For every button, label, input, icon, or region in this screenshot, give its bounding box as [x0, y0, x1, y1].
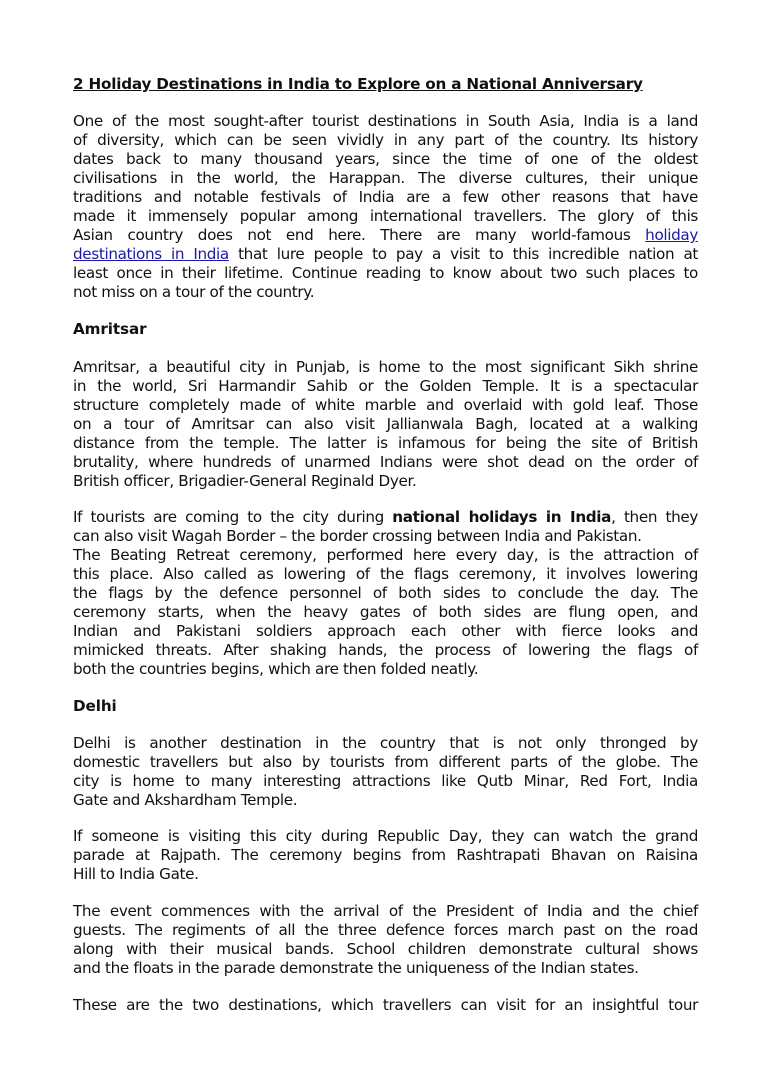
text-line: structure completely made of white marble and overlaid with gold leaf. Those: [73, 396, 698, 414]
text-line: this place. Also called as lowering of the flags ceremony, it involves lowering: [73, 565, 698, 583]
text-segment: that lure people to pay a visit to this incredible nation at: [238, 245, 699, 263]
text-line: The event commences with the arrival of the President of India and the chief: [73, 902, 698, 920]
text-line: Amritsar, a beautiful city in Punjab, is home to the most significant Sikh shrine: [73, 358, 698, 376]
text-line: [73, 245, 698, 264]
holiday-destinations-link[interactable]: holiday: [645, 226, 699, 244]
text-line: made it immensely popular among international travellers. The glory of this: [73, 207, 698, 225]
text-line: traditions and notable festivals of India are a few other reasons that have: [73, 188, 698, 206]
text-line: city is home to many interesting attractions like Qutb Minar, Red Fort, India: [73, 772, 698, 790]
text-line: British officer, Brigadier-General Reginald Dyer.: [73, 472, 417, 490]
text-line: [73, 508, 698, 527]
bold-keyword: national holidays in India: [392, 508, 612, 526]
section-heading-delhi: Delhi: [73, 697, 117, 715]
text-line: Delhi is another destination in the country that is not only thronged by: [73, 734, 698, 752]
text-line: both the countries begins, which are then folded neatly.: [73, 660, 479, 678]
text-segment: If tourists are coming to the city during: [73, 508, 384, 526]
text-line: of diversity, which can be seen vividly in any part of the country. Its history: [73, 131, 698, 149]
text-line: ceremony starts, when the heavy gates of both sides are flung open, and: [73, 603, 698, 621]
text-line: Indian and Pakistani soldiers approach each other with fierce looks and: [73, 622, 698, 640]
holiday-destinations-link[interactable]: destinations in India: [73, 245, 229, 263]
text-line: can also visit Wagah Border – the border crossing between India and Pakistan.: [73, 527, 642, 545]
text-line: domestic travellers but also by tourists from different parts of the globe. The: [73, 753, 698, 771]
text-line: guests. The regiments of all the three defence forces march past on the road: [73, 921, 698, 939]
text-line: along with their musical bands. School children demonstrate cultural shows: [73, 940, 698, 958]
text-line: dates back to many thousand years, since the time of one of the oldest: [73, 150, 698, 168]
text-line: The Beating Retreat ceremony, performed here every day, is the attraction of: [73, 546, 698, 564]
text-line: on a tour of Amritsar can also visit Jallianwala Bagh, located at a walking: [73, 415, 698, 433]
text-line: brutality, where hundreds of unarmed Indians were shot dead on the order of: [73, 453, 698, 471]
text-line: One of the most sought-after tourist destinations in South Asia, India is a land: [73, 112, 698, 130]
text-line: Gate and Akshardham Temple.: [73, 791, 298, 809]
text-line: in the world, Sri Harmandir Sahib or the Golden Temple. It is a spectacular: [73, 377, 698, 395]
text-line: mimicked threats. After shaking hands, the process of lowering the flags of: [73, 641, 698, 659]
text-line: Hill to India Gate.: [73, 865, 199, 883]
text-line: If someone is visiting this city during Republic Day, they can watch the grand: [73, 827, 698, 845]
text-line: [73, 226, 698, 245]
section-heading-amritsar: Amritsar: [73, 320, 147, 338]
text-line: These are the two destinations, which travellers can visit for an insightful tour: [73, 996, 698, 1014]
text-line: least once in their lifetime. Continue reading to know about two such places to: [73, 264, 698, 282]
text-line: civilisations in the world, the Harappan. The diverse cultures, their unique: [73, 169, 698, 187]
text-line: not miss on a tour of the country.: [73, 283, 315, 301]
text-line: the flags by the defence personnel of both sides to conclude the day. The: [73, 584, 698, 602]
text-line: and the floats in the parade demonstrate the uniqueness of the Indian states.: [73, 959, 639, 977]
text-segment: Asian country does not end here. There are many world-famous: [73, 226, 631, 244]
text-line: parade at Rajpath. The ceremony begins from Rashtrapati Bhavan on Raisina: [73, 846, 698, 864]
text-segment: , then they: [611, 508, 698, 526]
document-title: 2 Holiday Destinations in India to Explore on a National Anniversary: [73, 75, 643, 93]
text-line: distance from the temple. The latter is infamous for being the site of British: [73, 434, 698, 452]
